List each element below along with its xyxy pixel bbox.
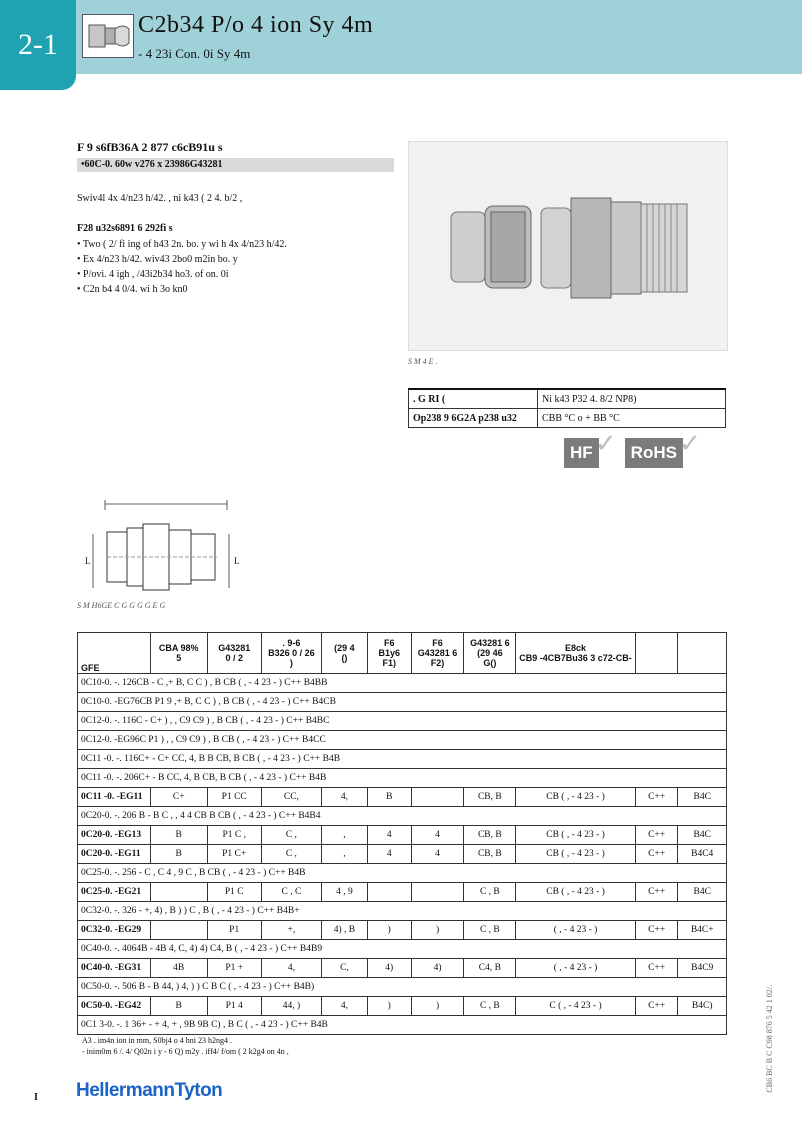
table-row — [78, 959, 727, 978]
table-cell: B4C — [678, 788, 727, 807]
product-photo — [408, 141, 728, 351]
table-cell: P1 C , — [207, 826, 261, 845]
table-cell: CB, B — [464, 788, 516, 807]
table-row — [78, 826, 727, 845]
header-thumbnail-image — [82, 14, 134, 58]
table-row — [78, 940, 727, 959]
feature-item: • Ex 4/n23 h/42. wiv43 2bo0 m2in bo. y — [77, 252, 287, 267]
table-cell: C , — [261, 845, 321, 864]
table-cell: 0C11 -0. -EG11 — [78, 788, 151, 807]
drawing-caption: S M H6GE C G G G G E G — [77, 601, 166, 610]
dimension-label-right: L — [234, 556, 240, 566]
photo-caption: S M 4 E . — [408, 357, 438, 366]
table-cell: 4 — [411, 845, 464, 864]
page-number: I — [34, 1092, 38, 1103]
table-cell: C++ — [635, 788, 678, 807]
table-cell: 0C40-0. -. 4064B - 4B 4, C, 4) 4) C4, B ( , - 4 23 - ) C++ B4B9 — [78, 940, 727, 959]
table-cell: 0C40-0. -EG31 — [78, 959, 151, 978]
table-cell: , — [322, 826, 368, 845]
table-cell: 0C11 -0. -. 206C+ - B CC, 4, B CB, B CB ( , - 4 23 - ) C++ B4B — [78, 769, 727, 788]
table-row — [78, 864, 727, 883]
table-cell: 4, — [322, 997, 368, 1016]
materials-value: CBB °C o + BB °C — [538, 409, 726, 428]
rohs-badge — [625, 428, 701, 468]
table-cell: 0C25-0. -. 256 - C , C 4 , 9 C , B CB ( , - 4 23 - ) C++ B4B — [78, 864, 727, 883]
table-cell: C++ — [635, 959, 678, 978]
features-heading: F28 u32s6891 6 292fi s — [77, 223, 173, 234]
fitting-left — [451, 206, 531, 288]
table-cell — [150, 921, 207, 940]
materials-value: Ni k43 P32 4. 8/2 NP8) — [538, 389, 726, 409]
col-header: CBA 98% 5 — [150, 633, 207, 674]
table-cell: 0C20-0. -. 206 B - B C , , 4 4 CB B CB ( , - 4 23 - ) C++ B4B4 — [78, 807, 727, 826]
certification-badges — [564, 428, 701, 468]
table-cell: P1 — [207, 921, 261, 940]
table-cell: 4 — [367, 826, 411, 845]
table-cell: C, — [322, 959, 368, 978]
table-cell: C , B — [464, 921, 516, 940]
table-cell: B4C9 — [678, 959, 727, 978]
footnotes — [82, 1035, 289, 1057]
table-cell: B4C) — [678, 997, 727, 1016]
col-header — [635, 633, 678, 674]
check-icon: ✓ — [679, 428, 701, 458]
table-cell: CB ( , - 4 23 - ) — [516, 883, 636, 902]
table-cell: 0C12-0. -EG96C P1 ) , , C9 C9 ) , B CB ( , - 4 23 - ) C++ B4CC — [78, 731, 727, 750]
table-cell: C++ — [635, 997, 678, 1016]
table-cell: C++ — [635, 921, 678, 940]
table-cell: 0C20-0. -EG11 — [78, 845, 151, 864]
table-cell: 0C25-0. -EG21 — [78, 883, 151, 902]
materials-label: . G RI ( — [409, 389, 538, 409]
table-cell: 0C11 -0. -. 116C+ - C+ CC, 4, B B CB, B CB ( , - 4 23 - ) C++ B4B — [78, 750, 727, 769]
materials-label: Op238 9 6G2A p238 u32 — [409, 409, 538, 428]
table-row — [78, 712, 727, 731]
table-cell: 44, ) — [261, 997, 321, 1016]
table-cell: CC, — [261, 788, 321, 807]
table-cell: ( , - 4 23 - ) — [516, 921, 636, 940]
table-row — [78, 845, 727, 864]
table-cell: 4) — [367, 959, 411, 978]
col-header: F6 G43281 6 F2) — [411, 633, 464, 674]
table-cell: P1 4 — [207, 997, 261, 1016]
table-cell — [411, 883, 464, 902]
col-header — [678, 633, 727, 674]
col-header: E8ck CB9 -4CB7Bu36 3 c72-CB- — [516, 633, 636, 674]
product-data-table — [77, 632, 727, 1035]
table-cell: ) — [367, 997, 411, 1016]
table-cell: C , C — [261, 883, 321, 902]
materials-row — [409, 389, 726, 409]
table-row — [78, 921, 727, 940]
table-cell: ( , - 4 23 - ) — [516, 959, 636, 978]
table-cell: C++ — [635, 883, 678, 902]
table-cell: 0C10-0. -. 126CB - C ,+ B, C C ) , B CB ( , - 4 23 - ) C++ B4BB — [78, 674, 727, 693]
table-row — [78, 1016, 727, 1035]
table-cell: +, — [261, 921, 321, 940]
table-cell: 0C12-0. -. 116C - C+ ) , , C9 C9 ) , B CB ( , - 4 23 - ) C++ B4BC — [78, 712, 727, 731]
table-row — [78, 902, 727, 921]
table-cell: CB, B — [464, 845, 516, 864]
table-cell: C , B — [464, 997, 516, 1016]
table-cell: B — [150, 826, 207, 845]
table-cell: P1 C+ — [207, 845, 261, 864]
table-cell: 4B — [150, 959, 207, 978]
table-cell: 4 — [367, 845, 411, 864]
table-cell: C , B — [464, 883, 516, 902]
section-tab — [0, 0, 76, 90]
feature-item: • Two ( 2/ fi ing of h43 2n. bo. y wi h 4x 4/n23 h/42. — [77, 237, 287, 252]
table-cell: CB ( , - 4 23 - ) — [516, 788, 636, 807]
table-cell: ) — [411, 921, 464, 940]
features-list — [77, 237, 287, 297]
table-cell: 4, — [261, 959, 321, 978]
table-cell: B4C4 — [678, 845, 727, 864]
rohs-badge-label: RoHS — [630, 443, 677, 462]
col-header: G43281 6 (29 46 G() — [464, 633, 516, 674]
table-cell: C++ — [635, 845, 678, 864]
section-tab-label: 2-1 — [18, 28, 58, 61]
hellermanntyton-logo: HellermannTyton — [76, 1080, 223, 1101]
table-cell: C+ — [150, 788, 207, 807]
dimension-label-left: L — [85, 556, 91, 566]
table-cell: 4, — [322, 788, 368, 807]
table-cell: 0C32-0. -. 326 - +, 4) , B ) ) C , B ( , - 4 23 - ) C++ B4B+ — [78, 902, 727, 921]
table-row — [78, 883, 727, 902]
footnote: - inim0m 6 /. 4/ Q02n i y - 6 Q) m2y . iff4/ f/om ( 2 k2g4 on 4n , — [82, 1047, 289, 1056]
table-cell: B4C — [678, 826, 727, 845]
table-body — [78, 674, 727, 1035]
check-icon: ✓ — [594, 428, 617, 458]
materials-table — [408, 388, 726, 428]
side-note: CB6 BC B C C98 876 5 42 1 02/. — [765, 985, 774, 1093]
technical-drawing — [77, 498, 267, 594]
feature-item: • C2n b4 4 0/4. wi h 3o kn0 — [77, 282, 287, 297]
table-cell: 0C10-0. -EG76CB P1 9 ,+ B, C C ) , B CB ( , - 4 23 - ) C++ B4CB — [78, 693, 727, 712]
materials-row — [409, 409, 726, 428]
table-cell: C , — [261, 826, 321, 845]
table-row — [78, 807, 727, 826]
table-cell: 0C32-0. -EG29 — [78, 921, 151, 940]
table-cell: P1 CC — [207, 788, 261, 807]
table-row — [78, 997, 727, 1016]
table-row — [78, 674, 727, 693]
footnote: A3 . im4n ion in mm, S0bj4 o 4 hni 23 h2ng4 . — [82, 1036, 233, 1045]
table-cell: 4) — [411, 959, 464, 978]
table-header-row — [78, 633, 727, 674]
table-cell: CB ( , - 4 23 - ) — [516, 826, 636, 845]
table-row — [78, 750, 727, 769]
table-row — [78, 693, 727, 712]
table-row — [78, 769, 727, 788]
table-cell: 4 , 9 — [322, 883, 368, 902]
col-header: (29 4 () — [322, 633, 368, 674]
table-cell: B — [367, 788, 411, 807]
table-cell: C4, B — [464, 959, 516, 978]
table-cell — [367, 883, 411, 902]
table-cell: 0C50-0. -EG42 — [78, 997, 151, 1016]
table-cell: B4C+ — [678, 921, 727, 940]
page-title: C2b34 P/o 4 ion Sy 4m — [138, 12, 374, 38]
table-cell: C ( , - 4 23 - ) — [516, 997, 636, 1016]
col-header: F6 B1y6 F1) — [367, 633, 411, 674]
table-cell: 0C50-0. -. 506 B - B 44, ) 4, ) ) C B C ( , - 4 23 - ) C++ B4B) — [78, 978, 727, 997]
product-code-bar: •60C-0. 60w v276 x 23986G43281 — [77, 158, 394, 172]
col-header: . 9-6 B326 0 / 26 ) — [261, 633, 321, 674]
table-cell: B4C — [678, 883, 727, 902]
hf-badge — [564, 428, 617, 468]
table-cell: B — [150, 997, 207, 1016]
table-cell: P1 + — [207, 959, 261, 978]
table-cell: 0C20-0. -EG13 — [78, 826, 151, 845]
table-cell: 0C1 3-0. -. 1 36+ - + 4, + , 9B 9B C) , B C ( , - 4 23 - ) C++ B4B — [78, 1016, 727, 1035]
table-row — [78, 731, 727, 750]
page-subtitle: - 4 23i Con. 0i Sy 4m — [138, 46, 251, 61]
col-header: GFE — [78, 633, 151, 674]
table-row — [78, 978, 727, 997]
table-cell: CB ( , - 4 23 - ) — [516, 845, 636, 864]
table-cell: 4 — [411, 826, 464, 845]
table-cell: C++ — [635, 826, 678, 845]
table-cell — [411, 788, 464, 807]
product-description: Swiv4l 4x 4/n23 h/42. , ni k43 ( 2 4. b/2 , — [77, 193, 243, 204]
hf-badge-label: HF — [570, 443, 593, 462]
table-cell: B — [150, 845, 207, 864]
table-cell: P1 C — [207, 883, 261, 902]
col-header: G43281 0 / 2 — [207, 633, 261, 674]
feature-item: • P/ovi. 4 igh , /43i2b34 ho3. of on. 0i — [77, 267, 287, 282]
table-cell: ) — [411, 997, 464, 1016]
product-title: F 9 s6fB36A 2 877 c6cB91u s — [77, 140, 223, 154]
table-cell: 4) , B — [322, 921, 368, 940]
table-cell: ) — [367, 921, 411, 940]
table-cell: , — [322, 845, 368, 864]
table-cell: CB, B — [464, 826, 516, 845]
table-cell — [150, 883, 207, 902]
fitting-right — [541, 198, 687, 298]
table-row — [78, 788, 727, 807]
